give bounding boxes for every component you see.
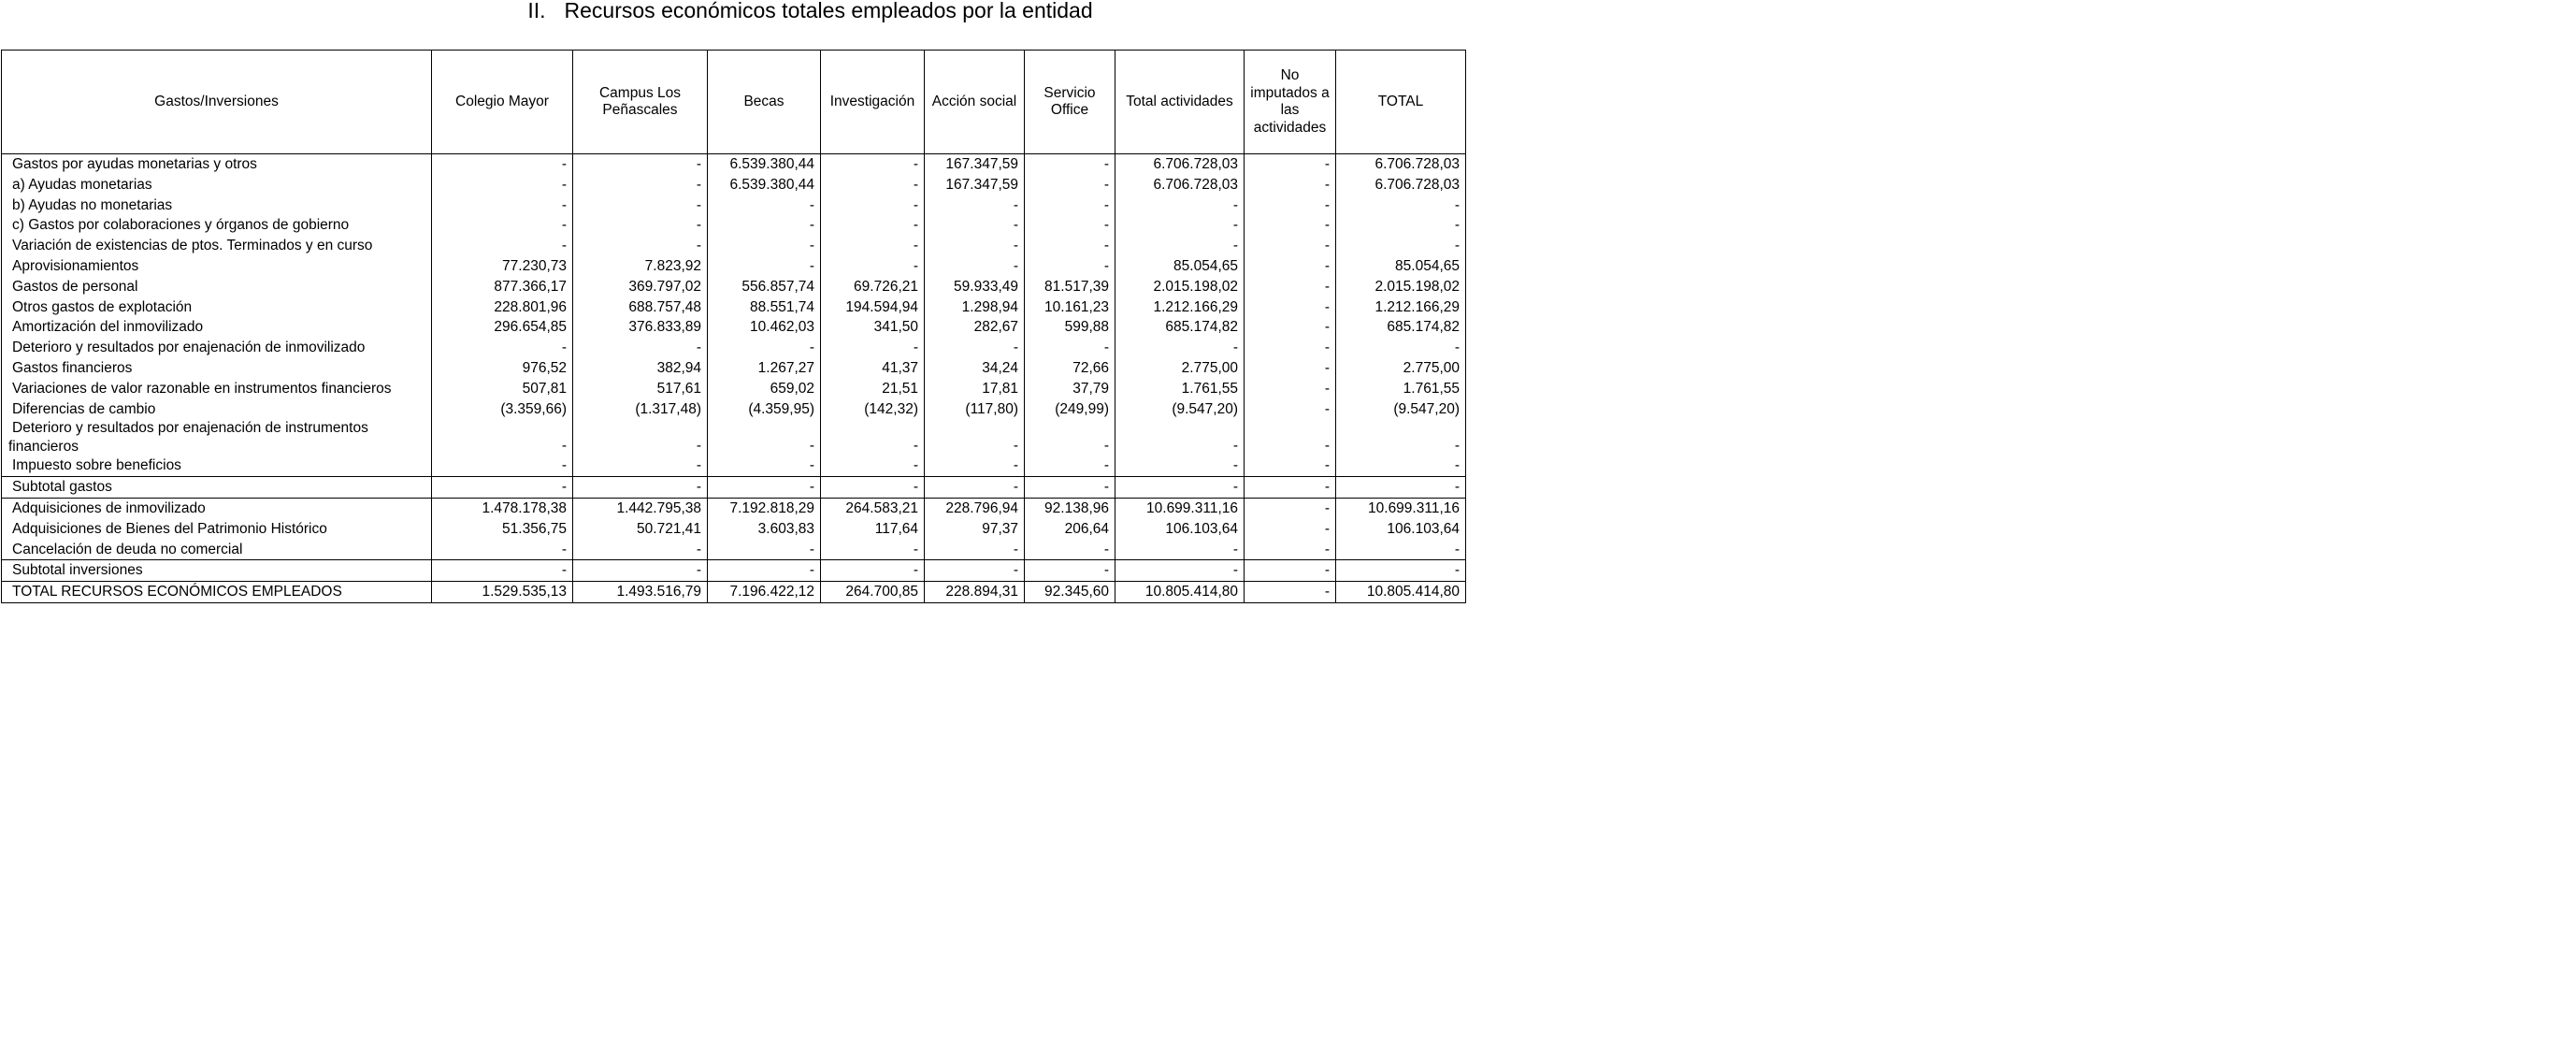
cell-accion-social: -: [925, 195, 1025, 216]
cell-total: -: [1336, 560, 1466, 582]
cell-investigacion: -: [821, 236, 925, 256]
cell-total-actividades: (9.547,20): [1115, 399, 1245, 420]
cell-no-imputados-a-las-actividades: -: [1245, 519, 1336, 540]
cell-colegio-mayor: -: [432, 154, 573, 175]
row-label: Cancelación de deuda no comercial: [2, 540, 432, 560]
cell-colegio-mayor: -: [432, 477, 573, 499]
cell-total: -: [1336, 338, 1466, 358]
cell-campus-los-penascales: -: [573, 560, 708, 582]
cell-investigacion: (142,32): [821, 399, 925, 420]
cell-accion-social: 1.298,94: [925, 297, 1025, 318]
cell-investigacion: -: [821, 154, 925, 175]
table-row: [2, 256, 1466, 277]
row-label: b) Ayudas no monetarias: [2, 195, 432, 216]
cell-total-actividades: -: [1115, 215, 1245, 236]
cell-total: -: [1336, 540, 1466, 560]
cell-becas: -: [708, 456, 821, 476]
table-row: [2, 498, 1466, 518]
table-row: [2, 358, 1466, 379]
cell-no-imputados-a-las-actividades: -: [1245, 154, 1336, 175]
cell-campus-los-penascales: 517,61: [573, 379, 708, 399]
cell-no-imputados-a-las-actividades: -: [1245, 419, 1336, 456]
row-label: TOTAL RECURSOS ECONÓMICOS EMPLEADOS: [2, 582, 432, 603]
cell-total: -: [1336, 419, 1466, 456]
table-row: [2, 317, 1466, 338]
table-row: [2, 560, 1466, 582]
cell-servicio-office: -: [1025, 540, 1115, 560]
row-label: Otros gastos de explotación: [2, 297, 432, 318]
cell-campus-los-penascales: -: [573, 175, 708, 195]
cell-campus-los-penascales: -: [573, 154, 708, 175]
cell-total-actividades: 10.699.311,16: [1115, 498, 1245, 518]
column-header-total: TOTAL: [1336, 51, 1466, 154]
row-label: Deterioro y resultados por enajenación de instrumentos financieros: [2, 419, 432, 456]
cell-becas: 659,02: [708, 379, 821, 399]
cell-colegio-mayor: 507,81: [432, 379, 573, 399]
cell-colegio-mayor: 976,52: [432, 358, 573, 379]
column-header-total-actividades: Total actividades: [1115, 51, 1245, 154]
cell-servicio-office: -: [1025, 175, 1115, 195]
cell-accion-social: 228.796,94: [925, 498, 1025, 518]
cell-campus-los-penascales: (1.317,48): [573, 399, 708, 420]
column-header-no-imputados-a-las-actividades: No imputados a las actividades: [1245, 51, 1336, 154]
cell-total: 106.103,64: [1336, 519, 1466, 540]
cell-colegio-mayor: -: [432, 236, 573, 256]
column-header-becas: Becas: [708, 51, 821, 154]
cell-campus-los-penascales: -: [573, 540, 708, 560]
cell-investigacion: 341,50: [821, 317, 925, 338]
row-label: Deterioro y resultados por enajenación de inmovilizado: [2, 338, 432, 358]
cell-campus-los-penascales: 1.493.516,79: [573, 582, 708, 603]
cell-servicio-office: -: [1025, 456, 1115, 476]
cell-campus-los-penascales: -: [573, 456, 708, 476]
cell-total: 6.706.728,03: [1336, 175, 1466, 195]
cell-servicio-office: -: [1025, 419, 1115, 456]
cell-investigacion: -: [821, 175, 925, 195]
cell-total: -: [1336, 477, 1466, 499]
cell-investigacion: 41,37: [821, 358, 925, 379]
cell-accion-social: 167.347,59: [925, 175, 1025, 195]
cell-colegio-mayor: 1.529.535,13: [432, 582, 573, 603]
resources-table: [1, 50, 1466, 603]
cell-accion-social: 59.933,49: [925, 277, 1025, 297]
table-header-row: [2, 51, 1466, 154]
cell-campus-los-penascales: 7.823,92: [573, 256, 708, 277]
cell-becas: 7.196.422,12: [708, 582, 821, 603]
cell-campus-los-penascales: 50.721,41: [573, 519, 708, 540]
cell-accion-social: -: [925, 215, 1025, 236]
cell-accion-social: 167.347,59: [925, 154, 1025, 175]
cell-campus-los-penascales: -: [573, 419, 708, 456]
row-label: c) Gastos por colaboraciones y órganos de gobierno: [2, 215, 432, 236]
cell-total: 2.775,00: [1336, 358, 1466, 379]
cell-total: 1.212.166,29: [1336, 297, 1466, 318]
cell-servicio-office: 599,88: [1025, 317, 1115, 338]
cell-becas: -: [708, 256, 821, 277]
table-row: [2, 236, 1466, 256]
cell-campus-los-penascales: -: [573, 477, 708, 499]
row-label: Aprovisionamientos: [2, 256, 432, 277]
cell-becas: -: [708, 419, 821, 456]
cell-no-imputados-a-las-actividades: -: [1245, 399, 1336, 420]
cell-becas: -: [708, 477, 821, 499]
cell-no-imputados-a-las-actividades: -: [1245, 236, 1336, 256]
table-row: [2, 477, 1466, 499]
cell-no-imputados-a-las-actividades: -: [1245, 498, 1336, 518]
cell-investigacion: 194.594,94: [821, 297, 925, 318]
row-label: Gastos financieros: [2, 358, 432, 379]
row-label: Variación de existencias de ptos. Terminados y en curso: [2, 236, 432, 256]
cell-servicio-office: -: [1025, 477, 1115, 499]
cell-total: 2.015.198,02: [1336, 277, 1466, 297]
cell-total: 685.174,82: [1336, 317, 1466, 338]
row-label: Subtotal inversiones: [2, 560, 432, 582]
cell-accion-social: 97,37: [925, 519, 1025, 540]
cell-total-actividades: -: [1115, 195, 1245, 216]
cell-colegio-mayor: -: [432, 338, 573, 358]
table-row: [2, 456, 1466, 476]
cell-no-imputados-a-las-actividades: -: [1245, 560, 1336, 582]
cell-servicio-office: 92.138,96: [1025, 498, 1115, 518]
cell-total-actividades: -: [1115, 236, 1245, 256]
cell-servicio-office: 92.345,60: [1025, 582, 1115, 603]
cell-investigacion: -: [821, 456, 925, 476]
cell-campus-los-penascales: 688.757,48: [573, 297, 708, 318]
cell-servicio-office: 81.517,39: [1025, 277, 1115, 297]
cell-becas: 3.603,83: [708, 519, 821, 540]
row-label: a) Ayudas monetarias: [2, 175, 432, 195]
table-row: [2, 399, 1466, 420]
cell-no-imputados-a-las-actividades: -: [1245, 477, 1336, 499]
cell-total-actividades: 2.015.198,02: [1115, 277, 1245, 297]
cell-investigacion: -: [821, 215, 925, 236]
cell-accion-social: -: [925, 540, 1025, 560]
cell-total: -: [1336, 195, 1466, 216]
column-header-accion-social: Acción social: [925, 51, 1025, 154]
cell-colegio-mayor: 1.478.178,38: [432, 498, 573, 518]
cell-servicio-office: -: [1025, 215, 1115, 236]
cell-colegio-mayor: -: [432, 195, 573, 216]
cell-total-actividades: 6.706.728,03: [1115, 175, 1245, 195]
cell-total: 1.761,55: [1336, 379, 1466, 399]
row-label: Adquisiciones de Bienes del Patrimonio Histórico: [2, 519, 432, 540]
cell-total-actividades: 1.761,55: [1115, 379, 1245, 399]
row-label: Subtotal gastos: [2, 477, 432, 499]
cell-becas: 6.539.380,44: [708, 175, 821, 195]
cell-no-imputados-a-las-actividades: -: [1245, 540, 1336, 560]
table-row: [2, 379, 1466, 399]
cell-total: 10.699.311,16: [1336, 498, 1466, 518]
cell-total-actividades: -: [1115, 338, 1245, 358]
cell-colegio-mayor: -: [432, 175, 573, 195]
cell-no-imputados-a-las-actividades: -: [1245, 215, 1336, 236]
cell-campus-los-penascales: -: [573, 215, 708, 236]
cell-becas: -: [708, 236, 821, 256]
cell-accion-social: (117,80): [925, 399, 1025, 420]
cell-no-imputados-a-las-actividades: -: [1245, 297, 1336, 318]
cell-total-actividades: 2.775,00: [1115, 358, 1245, 379]
cell-campus-los-penascales: -: [573, 195, 708, 216]
cell-servicio-office: 206,64: [1025, 519, 1115, 540]
cell-total-actividades: 10.805.414,80: [1115, 582, 1245, 603]
cell-investigacion: -: [821, 338, 925, 358]
cell-campus-los-penascales: 376.833,89: [573, 317, 708, 338]
cell-total-actividades: 106.103,64: [1115, 519, 1245, 540]
cell-campus-los-penascales: 382,94: [573, 358, 708, 379]
cell-investigacion: 264.700,85: [821, 582, 925, 603]
row-label: Impuesto sobre beneficios: [2, 456, 432, 476]
cell-total-actividades: 6.706.728,03: [1115, 154, 1245, 175]
cell-investigacion: -: [821, 477, 925, 499]
cell-accion-social: -: [925, 419, 1025, 456]
cell-no-imputados-a-las-actividades: -: [1245, 195, 1336, 216]
cell-accion-social: -: [925, 236, 1025, 256]
cell-colegio-mayor: -: [432, 540, 573, 560]
table-row: [2, 175, 1466, 195]
cell-accion-social: 17,81: [925, 379, 1025, 399]
cell-servicio-office: 72,66: [1025, 358, 1115, 379]
cell-investigacion: -: [821, 540, 925, 560]
cell-no-imputados-a-las-actividades: -: [1245, 582, 1336, 603]
cell-campus-los-penascales: -: [573, 236, 708, 256]
cell-colegio-mayor: 296.654,85: [432, 317, 573, 338]
row-label: Gastos de personal: [2, 277, 432, 297]
cell-colegio-mayor: -: [432, 419, 573, 456]
cell-no-imputados-a-las-actividades: -: [1245, 456, 1336, 476]
table-row: [2, 154, 1466, 175]
cell-becas: 10.462,03: [708, 317, 821, 338]
cell-total-actividades: 85.054,65: [1115, 256, 1245, 277]
cell-accion-social: -: [925, 338, 1025, 358]
cell-becas: -: [708, 560, 821, 582]
cell-total: -: [1336, 215, 1466, 236]
cell-becas: -: [708, 540, 821, 560]
cell-total-actividades: -: [1115, 456, 1245, 476]
table-body: [2, 154, 1466, 603]
cell-colegio-mayor: -: [432, 456, 573, 476]
column-header-investigacion: Investigación: [821, 51, 925, 154]
row-label: Adquisiciones de inmovilizado: [2, 498, 432, 518]
section-title: Recursos económicos totales empleados por la entidad: [564, 0, 1093, 22]
cell-investigacion: 69.726,21: [821, 277, 925, 297]
cell-colegio-mayor: 877.366,17: [432, 277, 573, 297]
section-number: II.: [527, 0, 546, 22]
cell-campus-los-penascales: 369.797,02: [573, 277, 708, 297]
cell-total-actividades: -: [1115, 540, 1245, 560]
cell-investigacion: -: [821, 195, 925, 216]
cell-campus-los-penascales: -: [573, 338, 708, 358]
cell-servicio-office: 10.161,23: [1025, 297, 1115, 318]
cell-becas: -: [708, 338, 821, 358]
cell-becas: (4.359,95): [708, 399, 821, 420]
cell-servicio-office: 37,79: [1025, 379, 1115, 399]
cell-servicio-office: (249,99): [1025, 399, 1115, 420]
row-label: Amortización del inmovilizado: [2, 317, 432, 338]
cell-total-actividades: -: [1115, 419, 1245, 456]
cell-total: 10.805.414,80: [1336, 582, 1466, 603]
row-label: Diferencias de cambio: [2, 399, 432, 420]
cell-no-imputados-a-las-actividades: -: [1245, 175, 1336, 195]
column-header-gastos-inversiones: Gastos/Inversiones: [2, 51, 432, 154]
cell-total: -: [1336, 456, 1466, 476]
table-row: [2, 582, 1466, 603]
cell-accion-social: -: [925, 560, 1025, 582]
cell-total-actividades: -: [1115, 560, 1245, 582]
cell-colegio-mayor: 51.356,75: [432, 519, 573, 540]
cell-accion-social: -: [925, 256, 1025, 277]
cell-servicio-office: -: [1025, 236, 1115, 256]
cell-total-actividades: 1.212.166,29: [1115, 297, 1245, 318]
cell-no-imputados-a-las-actividades: -: [1245, 317, 1336, 338]
cell-accion-social: 34,24: [925, 358, 1025, 379]
cell-total: 85.054,65: [1336, 256, 1466, 277]
table-row: [2, 215, 1466, 236]
cell-total: (9.547,20): [1336, 399, 1466, 420]
cell-becas: 556.857,74: [708, 277, 821, 297]
cell-colegio-mayor: -: [432, 215, 573, 236]
cell-investigacion: 117,64: [821, 519, 925, 540]
table-row: [2, 519, 1466, 540]
table-row: [2, 297, 1466, 318]
cell-no-imputados-a-las-actividades: -: [1245, 338, 1336, 358]
cell-servicio-office: -: [1025, 338, 1115, 358]
page-title: [0, 0, 1620, 23]
cell-becas: 88.551,74: [708, 297, 821, 318]
cell-becas: -: [708, 195, 821, 216]
cell-becas: -: [708, 215, 821, 236]
table-row: [2, 338, 1466, 358]
cell-becas: 7.192.818,29: [708, 498, 821, 518]
cell-investigacion: -: [821, 560, 925, 582]
cell-no-imputados-a-las-actividades: -: [1245, 277, 1336, 297]
cell-total: 6.706.728,03: [1336, 154, 1466, 175]
cell-becas: 1.267,27: [708, 358, 821, 379]
cell-accion-social: -: [925, 456, 1025, 476]
cell-colegio-mayor: -: [432, 560, 573, 582]
cell-campus-los-penascales: 1.442.795,38: [573, 498, 708, 518]
cell-total-actividades: 685.174,82: [1115, 317, 1245, 338]
cell-total-actividades: -: [1115, 477, 1245, 499]
cell-no-imputados-a-las-actividades: -: [1245, 256, 1336, 277]
table-row: [2, 540, 1466, 560]
cell-colegio-mayor: 228.801,96: [432, 297, 573, 318]
cell-servicio-office: -: [1025, 195, 1115, 216]
cell-accion-social: 282,67: [925, 317, 1025, 338]
cell-becas: 6.539.380,44: [708, 154, 821, 175]
cell-servicio-office: -: [1025, 560, 1115, 582]
cell-no-imputados-a-las-actividades: -: [1245, 358, 1336, 379]
cell-accion-social: -: [925, 477, 1025, 499]
table-row: [2, 277, 1466, 297]
cell-no-imputados-a-las-actividades: -: [1245, 379, 1336, 399]
cell-investigacion: -: [821, 419, 925, 456]
column-header-campus-los-penascales: Campus Los Peñascales: [573, 51, 708, 154]
cell-servicio-office: -: [1025, 154, 1115, 175]
column-header-colegio-mayor: Colegio Mayor: [432, 51, 573, 154]
table-row: [2, 195, 1466, 216]
cell-investigacion: -: [821, 256, 925, 277]
row-label: Gastos por ayudas monetarias y otros: [2, 154, 432, 175]
cell-colegio-mayor: 77.230,73: [432, 256, 573, 277]
row-label: Variaciones de valor razonable en instrumentos financieros: [2, 379, 432, 399]
cell-investigacion: 21,51: [821, 379, 925, 399]
cell-total: -: [1336, 236, 1466, 256]
cell-accion-social: 228.894,31: [925, 582, 1025, 603]
table-row: [2, 419, 1466, 456]
cell-servicio-office: -: [1025, 256, 1115, 277]
cell-investigacion: 264.583,21: [821, 498, 925, 518]
cell-colegio-mayor: (3.359,66): [432, 399, 573, 420]
column-header-servicio-office: Servicio Office: [1025, 51, 1115, 154]
